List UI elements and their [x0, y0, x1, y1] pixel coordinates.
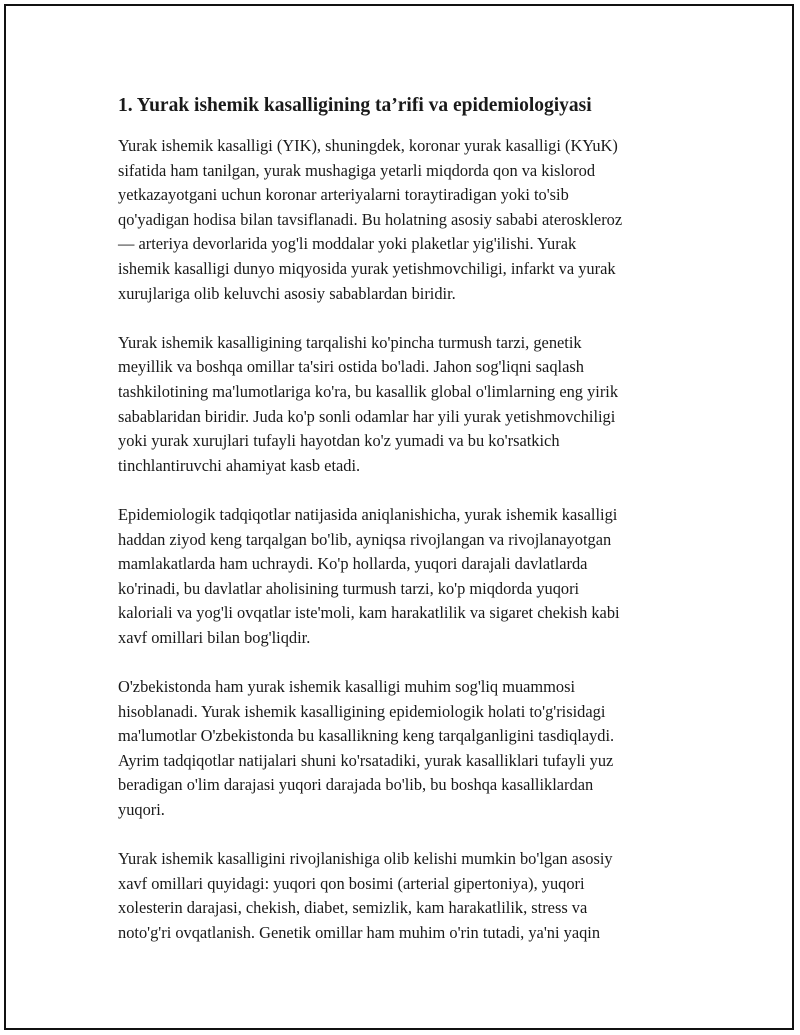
- text-line: sabablaridan biridir. Juda ko'p sonli odamlar har yili yurak yetishmovchiligi: [118, 406, 616, 426]
- text-line: Yurak ishemik kasalligining tarqalishi ko'pincha turmush tarzi, genetik: [118, 332, 582, 352]
- text-line: kaloriali va yog'li ovqatlar iste'moli, kam harakatlilik va sigaret chekish kabi: [118, 603, 620, 623]
- text-line: ma'lumotlar O'zbekistonda bu kasallikning keng tarqalganligini tasdiqlaydi.: [118, 726, 615, 746]
- section-title: 1. Yurak ishemik kasalligining ta’rifi va epidemiologiyasi: [118, 95, 592, 116]
- text-line: beradigan o'lim darajasi yuqori darajada bo'lib, bu boshqa kasalliklardan: [118, 775, 594, 795]
- text-line: sifatida ham tanilgan, yurak mushagiga yetarli miqdorda qon va kislorod: [118, 160, 596, 180]
- text-line: Ayrim tadqiqotlar natijalari shuni ko'rsatadiki, yurak kasalliklari tufayli yuz: [118, 750, 614, 770]
- text-line: — arteriya devorlarida yog'li moddalar yoki plaketlar yig'ilishi. Yurak: [118, 234, 577, 254]
- text-line: mamlakatlarda ham uchraydi. Ko'p hollarda, yuqori darajali davlatlarda: [118, 554, 588, 574]
- text-line: ishemik kasalligi dunyo miqyosida yurak yetishmovchiligi, infarkt va yurak: [118, 258, 616, 278]
- text-line: haddan ziyod keng tarqalgan bo'lib, ayniqsa rivojlangan va rivojlanayotgan: [118, 529, 612, 549]
- text-line: O'zbekistonda ham yurak ishemik kasalligi muhim sog'liq muammosi: [118, 677, 576, 697]
- text-line: xavf omillari bilan bog'liqdir.: [118, 627, 311, 647]
- paragraph-uzbekistan: [118, 675, 698, 823]
- text-line: hisoblanadi. Yurak ishemik kasalligining epidemiologik holati to'g'risidagi: [118, 701, 606, 721]
- text-line: tashkilotining ma'lumotlariga ko'ra, bu kasallik global o'limlarning eng yirik: [118, 381, 619, 401]
- text-line: yoki yurak xurujlari tufayli hayotdan ko'z yumadi va bu ko'rsatkich: [118, 431, 560, 451]
- paragraph-definition: [118, 134, 698, 306]
- text-line: ko'rinadi, bu davlatlar aholisining turmush tarzi, ko'p miqdorda yuqori: [118, 578, 580, 598]
- text-line: Yurak ishemik kasalligi (YIK), shuningdek, koronar yurak kasalligi (KYuK): [118, 136, 618, 155]
- text-line: noto'g'ri ovqatlanish. Genetik omillar ham muhim o'rin tutadi, ya'ni yaqin: [118, 923, 601, 942]
- text-line: Yurak ishemik kasalligini rivojlanishiga olib kelishi mumkin bo'lgan asosiy: [118, 849, 613, 869]
- paragraph-risk-factors: [118, 847, 698, 945]
- paragraph-epidemiology: [118, 503, 698, 651]
- text-line: tinchlantiruvchi ahamiyat kasb etadi.: [118, 455, 361, 475]
- document-body: [118, 92, 698, 970]
- text-line: meyillik va boshqa omillar ta'siri ostida bo'ladi. Jahon sog'liqni saqlash: [118, 357, 584, 377]
- text-line: qo'yadigan hodisa bilan tavsiflanadi. Bu holatning asosiy sababi ateroskleroz: [118, 209, 623, 229]
- text-line: yuqori.: [118, 800, 165, 820]
- text-line: Epidemiologik tadqiqotlar natijasida aniqlanishicha, yurak ishemik kasalligi: [118, 504, 618, 524]
- text-line: xolesterin darajasi, chekish, diabet, semizlik, kam harakatlilik, stress va: [118, 898, 588, 918]
- text-line: xurujlariga olib keluvchi asosiy sabablardan biridir.: [118, 283, 456, 303]
- text-line: yetkazayotgani uchun koronar arteriyalarni toraytiradigan yoki to'sib: [118, 185, 569, 205]
- text-line: xavf omillari quyidagi: yuqori qon bosimi (arterial gipertoniya), yuqori: [118, 873, 585, 893]
- paragraph-prevalence: [118, 331, 698, 479]
